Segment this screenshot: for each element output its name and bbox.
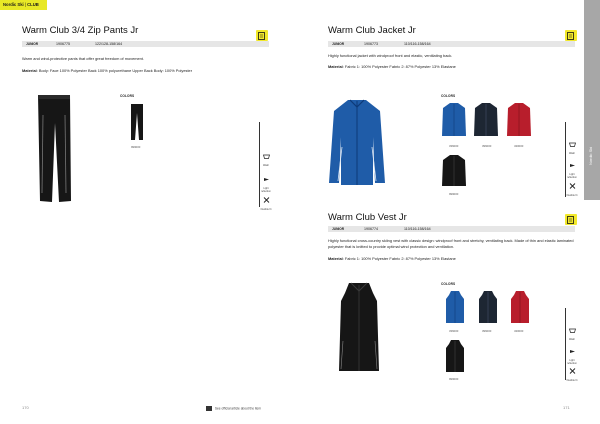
product-title: Warm Club Jacket Jr xyxy=(328,25,416,36)
swatch-code: 336000 xyxy=(449,329,459,333)
material-text: Fabric 1: 100% Polyester Fabric 2: 87% Polyester 13% Elastane xyxy=(344,64,456,69)
flexible-fit-icon xyxy=(569,183,576,189)
age-label: JUNIOR xyxy=(332,42,345,46)
legend-flexible-fit-label: Flexible fit xyxy=(260,208,272,211)
size-range: 110/116-158/164 xyxy=(404,42,431,46)
wash-icon xyxy=(569,142,576,147)
flexible-fit-icon xyxy=(263,197,270,203)
color-swatch-navy[interactable] xyxy=(473,102,499,138)
legend-flexible-fit-label: Flexible fit xyxy=(566,194,578,197)
material-line: Material: Fabric 1: 100% Polyester Fabric 2: 87% Polyester 13% Elastane xyxy=(328,64,456,69)
product-description: Highly functional jacket with windproof front and elastic, ventilating back. xyxy=(328,53,453,58)
material-label: Material xyxy=(328,64,343,69)
legend-wash-label: Wash xyxy=(262,164,270,167)
section-category: Nordic Ski xyxy=(3,2,24,7)
legend-reflection-label: Light reflection xyxy=(567,359,577,365)
color-swatch-blue[interactable] xyxy=(445,290,465,324)
article-number: 1906775 xyxy=(56,42,70,46)
legend-wash xyxy=(566,320,578,341)
page-number-left: 170 xyxy=(22,405,29,410)
color-swatch-black[interactable] xyxy=(130,103,144,141)
swatch-code: 336000 xyxy=(449,144,459,148)
page-number-right: 171 xyxy=(563,405,570,410)
product-id-bar xyxy=(328,41,575,47)
age-label: JUNIOR xyxy=(26,42,39,46)
legend-reflection-label: Light reflection xyxy=(261,187,271,193)
colors-label: COLORS xyxy=(441,282,456,286)
side-section-tab xyxy=(584,0,600,200)
feature-legend xyxy=(565,122,577,197)
colors-label: COLORS xyxy=(441,94,456,98)
jacket-product-image xyxy=(328,97,386,187)
material-text: Body: Face 100% Polyester Back 100% polyurethane Upper Back Body: 100% Polyester xyxy=(38,68,193,73)
color-swatch-black[interactable] xyxy=(445,339,465,373)
legend-flexible-fit-label: Flexible fit xyxy=(566,379,578,382)
color-swatch-red[interactable] xyxy=(510,290,530,324)
legend-wash-label: Wash xyxy=(568,338,576,341)
side-tab-label: Nordic Ski xyxy=(588,146,593,165)
material-line: Material: Fabric 1: 100% Polyester Fabric 2: 87% Polyester 13% Elastane xyxy=(328,256,456,261)
document-icon[interactable] xyxy=(565,214,577,225)
product-id-bar xyxy=(22,41,269,47)
reflection-icon xyxy=(263,177,270,182)
swatch-code: 396000 xyxy=(482,329,492,333)
material-line: Material: Body: Face 100% Polyester Back 100% polyurethane Upper Back Body: 100% Polyester xyxy=(22,68,193,73)
footer-note[interactable] xyxy=(206,406,261,411)
color-swatch-black[interactable] xyxy=(441,154,467,188)
colors-label: COLORS xyxy=(120,94,135,98)
legend-flexible-fit xyxy=(566,361,578,382)
legend-flexible-fit xyxy=(260,190,272,211)
feature-legend xyxy=(259,122,272,211)
age-label: JUNIOR xyxy=(332,227,345,231)
section-separator: | xyxy=(24,2,26,7)
color-swatch-navy[interactable] xyxy=(478,290,498,324)
swatch-code: 430000 xyxy=(514,144,524,148)
material-label: Material xyxy=(22,68,37,73)
legend-reflection-label: Light reflection xyxy=(567,173,577,179)
legend-wash xyxy=(566,134,578,155)
product-id-bar xyxy=(328,226,575,232)
legend-wash xyxy=(260,146,272,167)
color-swatch-red[interactable] xyxy=(506,102,532,138)
vest-product-image xyxy=(337,281,381,373)
pants-product-image xyxy=(35,93,73,205)
wash-icon xyxy=(263,154,270,159)
article-number: 1906774 xyxy=(364,227,378,231)
swatch-code: 430000 xyxy=(514,329,524,333)
section-subcategory: CLUB xyxy=(27,2,39,7)
product-title: Warm Club Vest Jr xyxy=(328,212,407,223)
product-description: Warm and wind-protective pants that offer great freedom of movement. xyxy=(22,56,144,61)
reflection-icon xyxy=(569,163,576,168)
product-title: Warm Club 3/4 Zip Pants Jr xyxy=(22,25,139,36)
swatch-code: 999000 xyxy=(131,145,141,149)
section-tab xyxy=(0,0,47,10)
swatch-code: 999000 xyxy=(449,192,459,196)
article-number: 1906773 xyxy=(364,42,378,46)
feature-legend xyxy=(565,308,577,380)
color-swatch-blue[interactable] xyxy=(441,102,467,138)
footer-note-text: See official article about the item xyxy=(214,406,261,411)
swatch-code: 396000 xyxy=(482,144,492,148)
size-range: 122/128-158/164 xyxy=(95,42,123,46)
flexible-fit-icon xyxy=(569,368,576,374)
material-text: Fabric 1: 100% Polyester Fabric 2: 87% Polyester 13% Elastane xyxy=(344,256,456,261)
material-label: Material xyxy=(328,256,343,261)
product-description: Highly functional cross-country skiing vest with classic design: windproof front and stretchy, ventilating back. Made of thin and elastic laminated polyester that is knitted to provide optimal wind protection and ventilation. xyxy=(328,238,574,249)
legend-wash-label: Wash xyxy=(568,152,576,155)
info-icon xyxy=(206,406,212,411)
document-icon[interactable] xyxy=(256,30,268,41)
document-icon[interactable] xyxy=(565,30,577,41)
wash-icon xyxy=(569,328,576,333)
size-range: 110/116-158/164 xyxy=(404,227,431,231)
legend-flexible-fit xyxy=(566,176,578,197)
swatch-code: 999000 xyxy=(449,377,459,381)
reflection-icon xyxy=(569,349,576,354)
